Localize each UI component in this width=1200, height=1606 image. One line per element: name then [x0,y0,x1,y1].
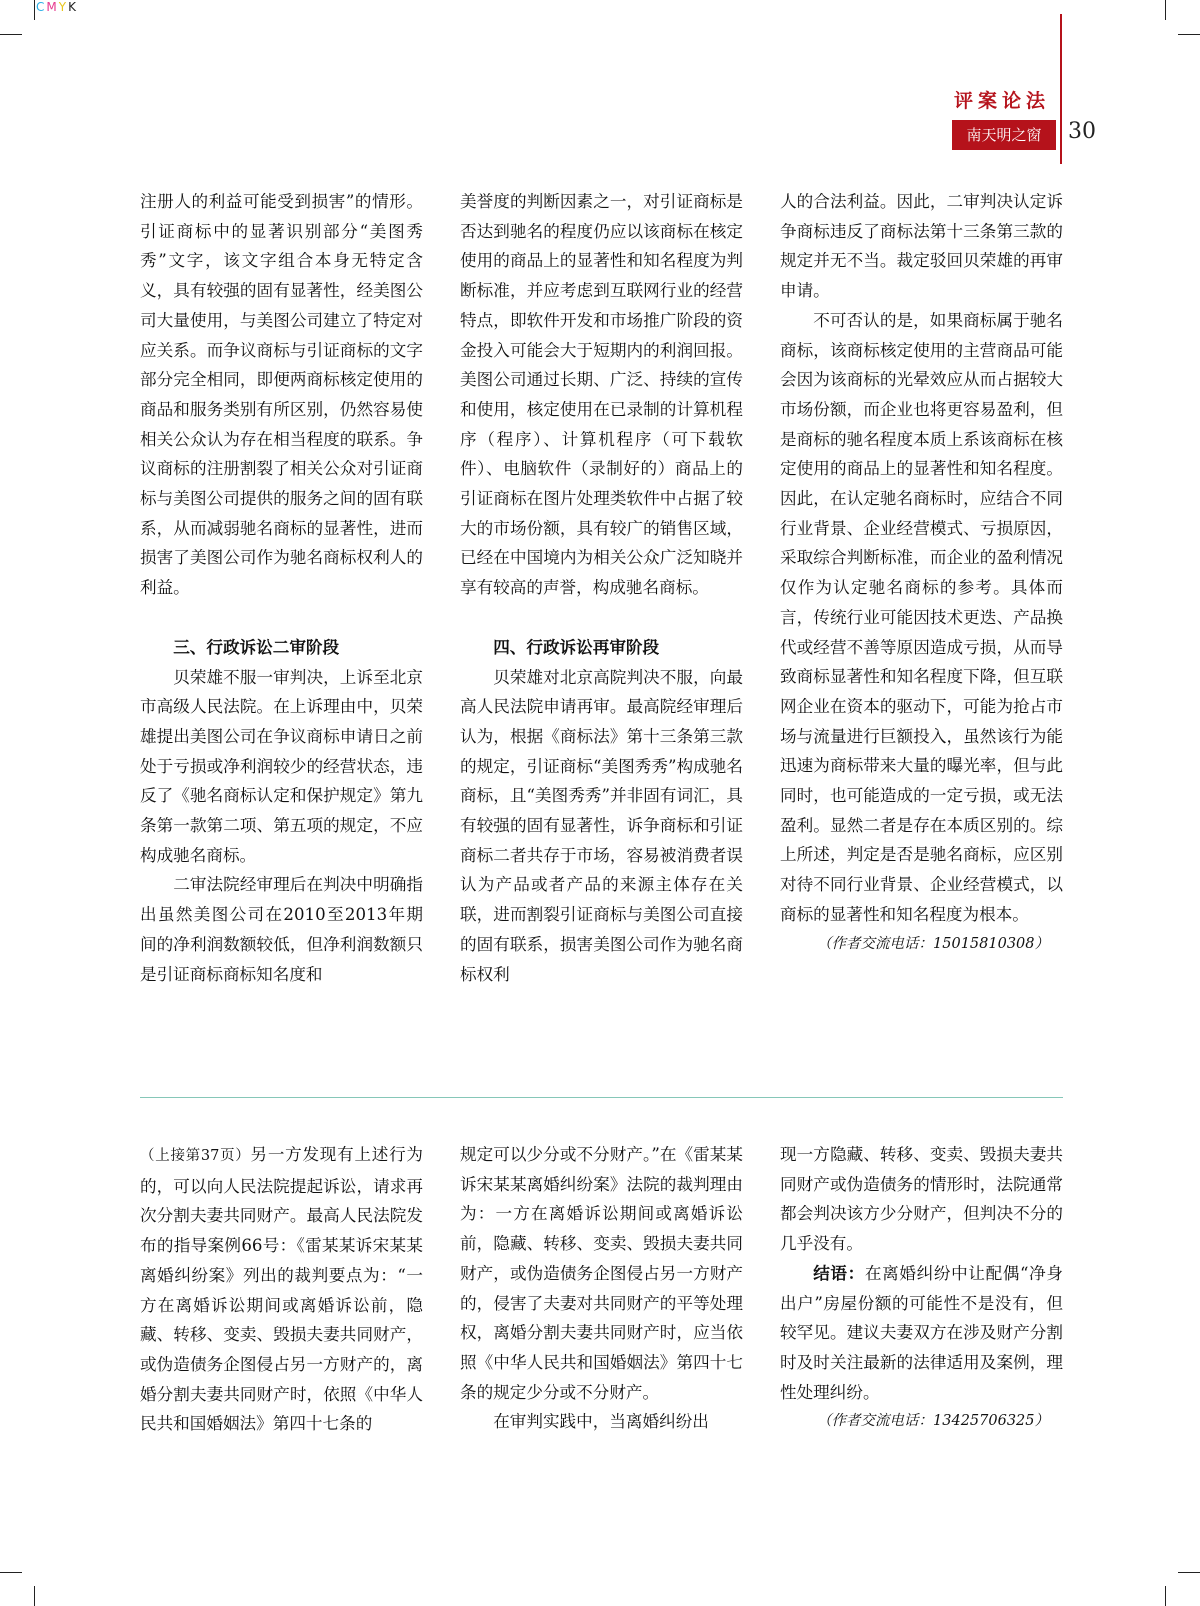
paragraph: 规定可以少分或不分财产。”在《雷某某诉宋某某离婚纠纷案》法院的裁判理由为：一方在离婚诉讼期间或离婚诉讼前，隐藏、转移、变卖、毁损夫妻共同财产，或伪造债务企图侵占另一方财产的，侵害了夫妻对共同财产的平等处理权，离婚分割夫妻共同财产时，应当依照《中华人民共和国婚姻法》第四十七条的规定少分或不分财产。 [460,1145,743,1402]
cmyk-k: K [68,0,78,14]
column-name-badge: 南天明之窗 [952,120,1056,150]
header-red-rule [1060,14,1062,164]
section-heading-4: 四、行政诉讼再审阶段 [493,637,660,657]
paragraph [140,1140,423,1439]
article2-column-3 [780,1140,1063,1437]
section-title: 评案论法 [953,90,1050,112]
paragraph-text: 另一方发现有上述行为的，可以向人民法院提起诉讼，请求再次分割夫妻共同财产。最高人民法院发布的指导案例66号：《雷某某诉宋某某离婚纠纷案》列出的裁判要点为：“一方在离婚诉讼期间或离婚诉讼前，隐藏、转移、变卖、毁损夫妻共同财产，或伪造债务企图侵占另一方财产的，离婚分割夫妻共同财产时，依照《中华人民共和国婚姻法》第四十七条的 [140,1145,423,1434]
paragraph: 人的合法利益。因此，二审判决认定诉争商标违反了商标法第十三条第三款的规定并无不当。裁定驳回贝荣雄的再审申请。 [780,192,1063,301]
article1-column-1 [140,187,423,989]
crop-mark-tl-h [0,34,22,35]
paragraph: 现一方隐藏、转移、变卖、毁损夫妻共同财产或伪造债务的情形时，法院通常都会判决该方少分财产，但判决不分的几乎没有。 [780,1145,1063,1254]
cmyk-m: M [46,0,59,14]
crop-mark-bl-h [0,1572,22,1573]
article2-column-2 [460,1140,743,1437]
article1-column-3 [780,187,1063,959]
paragraph: 贝荣雄对北京高院判决不服，向最高人民法院申请再审。最高院经审理后认为，根据《商标法》第十三条第三款的规定，引证商标“美图秀秀”构成驰名商标，且“美图秀秀”并非固有词汇，具有较强的固有显著性，诉争商标和引证商标二者共存于市场，容易被消费者误认为产品或者产品的来源主体存在关联，进而割裂引证商标与美图公司直接的固有联系，损害美图公司作为驰名商标权利 [460,667,743,984]
crop-mark-tl-v [34,0,35,20]
paragraph: 贝荣雄不服一审判决，上诉至北京市高级人民法院。在上诉理由中，贝荣雄提出美图公司在争议商标申请日之前处于亏损或净利润较少的经营状态，违反了《驰名商标认定和保护规定》第九条第一款第二项、第五项的规定，不应构成驰名商标。 [140,667,423,865]
crop-mark-tr-v [1165,0,1166,20]
continuation-note: （上接第37页） [140,1148,251,1164]
crop-mark-br-h [1178,1572,1200,1573]
cmyk-c: C [36,0,47,14]
article2-column-1 [140,1140,423,1439]
paragraph: 不可否认的是，如果商标属于驰名商标，该商标核定使用的主营商品可能会因为该商标的光晕效应从而占据较大市场份额，而企业也将更容易盈利，但是商标的驰名程度本质上系该商标在核定使用的商品上的显著性和知名程度。因此，在认定驰名商标时，应结合不同行业背景、企业经营模式、亏损原因，采取综合判断标准，而企业的盈利情况仅作为认定驰名商标的参考。具体而言，传统行业可能因技术更迭、产品换代或经营不善等原因造成亏损，从而导致商标显著性和知名程度下降，但互联网企业在资本的驱动下，可能为抢占市场与流量进行巨额投入，虽然该行为能迅速为商标带来大量的曝光率，但与此同时，也可能造成的一定亏损，或无法盈利。显然二者是存在本质区别的。综上所述，判定是否是驰名商标，应区别对待不同行业背景、企业经营模式，以商标的显著性和知名程度为根本。 [780,310,1063,924]
crop-mark-bl-v [34,1586,35,1606]
paragraph-text: 在离婚纠纷中让配偶“净身出户”房屋份额的可能性不是没有，但较罕见。建议夫妻双方在涉及财产分割时及时关注最新的法律适用及案例，理性处理纠纷。 [780,1263,1064,1402]
cmyk-y: Y [58,0,69,14]
article-divider [140,1097,1063,1098]
crop-mark-br-v [1165,1586,1166,1606]
paragraph: 注册人的利益可能受到损害”的情形。引证商标中的显著识别部分“美图秀秀”文字，该文字组合本身无特定含义，具有较强的固有显著性，经美图公司大量使用，与美图公司建立了特定对应关系。而争议商标与引证商标的文字部分完全相同，即便两商标核定使用的商品和服务类别有所区别，仍然容易使相关公众认为存在相当程度的联系。争议商标的注册割裂了相关公众对引证商标与美图公司提供的服务之间的固有联系，从而减弱驰名商标的显著性，进而损害了美图公司作为驰名商标权利人的利益。 [140,192,423,598]
section-heading-3: 三、行政诉讼二审阶段 [173,637,340,657]
author-contact: （作者交流电话：13425706325） [817,1413,1049,1430]
paragraph: 在审判实践中，当离婚纠纷出 [493,1412,709,1432]
paragraph: 美誉度的判断因素之一，对引证商标是否达到驰名的程度仍应以该商标在核定使用的商品上的显著性和知名程度为判断标准，并应考虑到互联网行业的经营特点，即软件开发和市场推广阶段的资金投入可能会大于短期内的利润回报。美图公司通过长期、广泛、持续的宣传和使用，核定使用在已录制的计算机程序（程序）、计算机程序（可下载软件）、电脑软件（录制好的）商品上的引证商标在图片处理类软件中占据了较大的市场份额，具有较广的销售区域，已经在中国境内为相关公众广泛知晓并享有较高的声誉，构成驰名商标。 [460,192,743,598]
page-number: 30 [1068,119,1096,144]
paragraph: 二审法院经审理后在判决中明确指出虽然美图公司在2010至2013年期间的净利润数额较低，但净利润数额只是引证商标商标知名度和 [140,875,423,984]
paragraph [780,1259,1063,1408]
author-contact: （作者交流电话：15015810308） [817,935,1049,952]
article1-column-2 [460,187,743,989]
crop-mark-tr-h [1178,34,1200,35]
conclusion-label: 结语： [813,1263,865,1283]
cmyk-color-bar [36,0,78,14]
